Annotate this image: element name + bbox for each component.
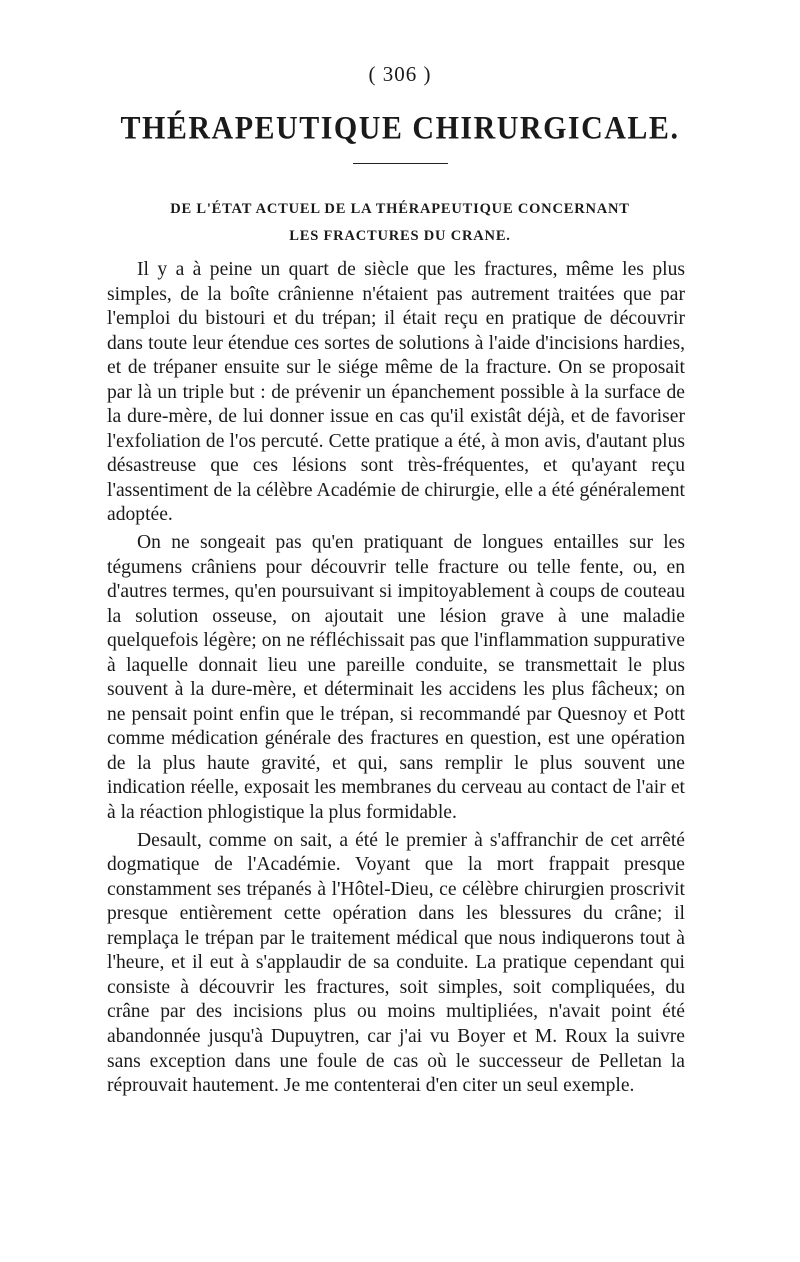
section-heading-line-1: DE L'ÉTAT ACTUEL DE LA THÉRAPEUTIQUE CONCERNANT — [170, 201, 630, 217]
chapter-title: THÉRAPEUTIQUE CHIRURGICALE. — [120, 110, 680, 147]
paragraph-3: Desault, comme on sait, a été le premier à s'affranchir de cet arrêté dogmatique de l'Académie. Voyant que la mort frappait presque constamment ses trépanés à l'Hôtel-Dieu, ce célèbre chirurgien proscrivit presque entièrement cette opération dans les blessures du crâne; il remplaça le trépan par le traitement médical que nous indiquerons tout à l'heure, et il eut à s'applaudir de sa conduite. La pratique cependant qui consiste à découvrir les fractures, soit simples, soit compliquées, du crâne par des incisions plus ou moins multipliées, n'avait point été abandonnée jusqu'à Dupuytren, car j'ai vu Boyer et M. Roux la suivre sans exception dans une foule de cas où le successeur de Pelletan la réprouvait hautement. Je me contenterai d'en citer un seul exemple. — [107, 829, 685, 1097]
title-divider — [353, 163, 448, 164]
body-text — [107, 258, 685, 1102]
paragraph-2: On ne songeait pas qu'en pratiquant de longues entailles sur les tégumens crâniens pour découvrir telle fracture ou telle fente, ou, en d'autres termes, qu'en poursuivant si impitoyablement à coups de couteau la solution osseuse, on ajoutait une lésion grave à une maladie quelquefois légère; on ne réfléchissait pas que l'inflammation suppurative à laquelle donnait lieu une pareille conduite, se transmettait le plus souvent à la dure-mère, et déterminait les accidens les plus fâcheux; on ne pensait point enfin que le trépan, si recommandé par Quesnoy et Pott comme médication générale des fractures en question, est une opération de la plus haute gravité, et qui, sans remplir le plus souvent une indication réelle, exposait les membranes du cerveau au contact de l'air et à la réaction phlogistique la plus formidable. — [107, 532, 685, 824]
paragraph-1: Il y a à peine un quart de siècle que les fractures, même les plus simples, de la boîte crânienne n'étaient pas autrement traitées que par l'emploi du bistouri et du trépan; il était reçu en pratique de découvrir dans toute leur étendue ces sortes de solutions à l'aide d'incisions hardies, et de trépaner ensuite sur le siége même de la fracture. On se proposait par là un triple but : de prévenir un épanchement possible à la surface de la dure-mère, de lui donner issue en cas qu'il existât déjà, et de favoriser l'exfoliation de l'os percuté. Cette pratique a été, à mon avis, d'autant plus désastreuse que ces lésions sont très-fréquentes, et qu'ayant reçu l'assentiment de la célèbre Académie de chirurgie, elle a été généralement adoptée. — [107, 259, 685, 526]
section-heading-line-2: LES FRACTURES DU CRANE. — [289, 228, 511, 244]
page-number: ( 306 ) — [368, 62, 432, 86]
section-heading — [110, 196, 690, 250]
